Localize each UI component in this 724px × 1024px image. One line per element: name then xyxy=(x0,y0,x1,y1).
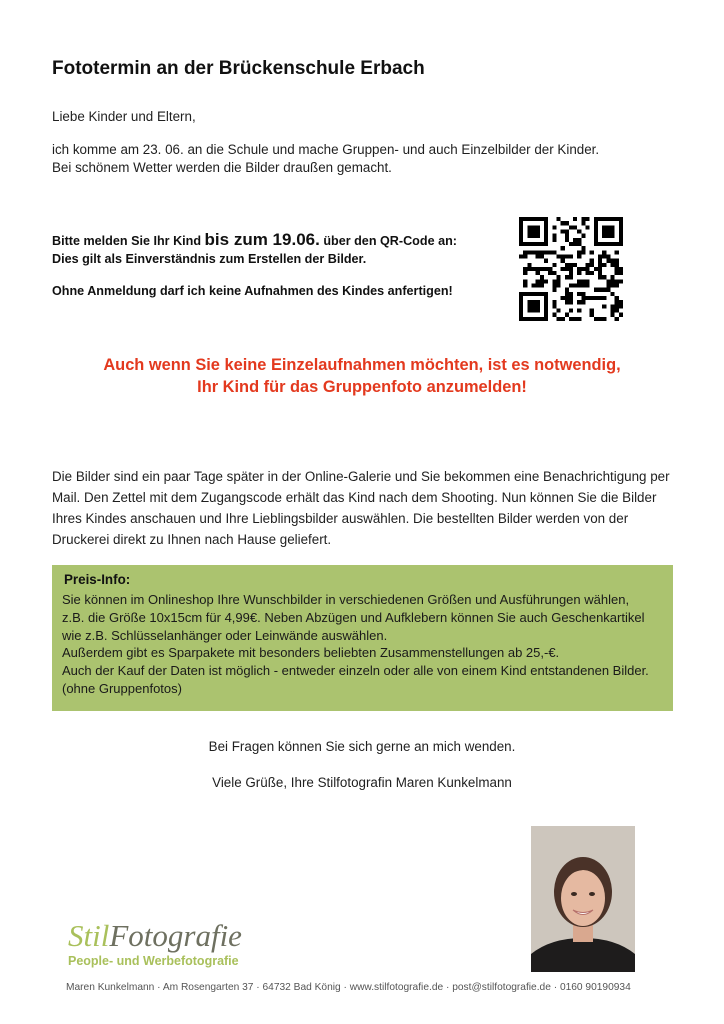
gallery-line: Die Bilder sind ein paar Tage später in der Online-Galerie und Sie bekommen eine Benachrichtigung per xyxy=(52,469,670,484)
registration-pre: Bitte melden Sie Ihr Kind xyxy=(52,234,205,248)
logo-wordmark xyxy=(68,919,242,953)
registration-post: über den QR-Code an: xyxy=(319,234,457,248)
stilfotografie-logo xyxy=(68,919,242,968)
price-info-line: z.B. die Größe 10x15cm für 4,99€. Neben Abzügen und Aufklebern können Sie auch Geschenkartikel xyxy=(62,609,645,625)
notice-line: Auch wenn Sie keine Einzelaufnahmen möchten, ist es notwendig, xyxy=(103,356,621,374)
gallery-line: Ihres Kindes anschauen und Ihre Lieblingsbilder auswählen. Die bestellten Bilder werden von der xyxy=(52,511,629,526)
intro-paragraph xyxy=(52,141,652,177)
gallery-line: Druckerei direkt zu Ihnen nach Hause geliefert. xyxy=(52,532,332,547)
price-info-line: Außerdem gibt es Sparpakete mit besonders beliebten Zusammenstellungen ab 25,-€. xyxy=(62,645,560,661)
sign-off: Viele Grüße, Ihre Stilfotografin Maren Kunkelmann xyxy=(212,775,512,790)
price-info-line: Sie können im Onlineshop Ihre Wunschbilder in verschiedenen Größen und Ausführungen wählen, xyxy=(62,592,630,607)
qr-code[interactable] xyxy=(519,217,623,321)
footer-contact-line: Maren Kunkelmann · Am Rosengarten 37 · 64732 Bad König · www.stilfotografie.de · post@stilfotografie.de · 0160 90190934 xyxy=(66,982,631,993)
price-info-title: Preis-Info: xyxy=(64,572,131,587)
logo-stil: Stil xyxy=(68,918,110,953)
page-title: Fototermin an der Brückenschule Erbach xyxy=(52,58,425,79)
registration-block xyxy=(52,231,512,300)
notice-line: Ihr Kind für das Gruppenfoto anzumelden! xyxy=(197,378,527,396)
price-info-line: (ohne Gruppenfotos) xyxy=(62,680,182,696)
price-info-box xyxy=(52,565,673,711)
price-info-line: wie z.B. Schlüsselanhänger oder Leinwände auswählen. xyxy=(62,627,388,643)
registration-deadline: bis zum 19.06. xyxy=(204,230,320,249)
photographer-portrait xyxy=(531,826,635,972)
contact-question: Bei Fragen können Sie sich gerne an mich wenden. xyxy=(208,739,516,754)
registration-line xyxy=(52,231,512,250)
group-photo-notice xyxy=(40,354,684,398)
price-info-line: Auch der Kauf der Daten ist möglich - entweder einzeln oder alle von einem Kind entstandenen Bilder. xyxy=(62,663,649,679)
logo-tagline: People- und Werbefotografie xyxy=(68,954,239,968)
intro-line: Bei schönem Wetter werden die Bilder draußen gemacht. xyxy=(52,160,392,175)
greeting: Liebe Kinder und Eltern, xyxy=(52,109,196,124)
gallery-paragraph xyxy=(52,466,682,550)
intro-line: ich komme am 23. 06. an die Schule und mache Gruppen- und auch Einzelbilder der Kinder. xyxy=(52,142,600,157)
gallery-line: Mail. Den Zettel mit dem Zugangscode erhält das Kind nach dem Shooting. Nun können Sie die Bilder xyxy=(52,490,657,505)
consent-line: Dies gilt als Einverständnis zum Erstellen der Bilder. xyxy=(52,252,367,266)
no-registration-warning: Ohne Anmeldung darf ich keine Aufnahmen des Kindes anfertigen! xyxy=(52,284,453,298)
logo-fotografie: Fotografie xyxy=(109,918,242,953)
